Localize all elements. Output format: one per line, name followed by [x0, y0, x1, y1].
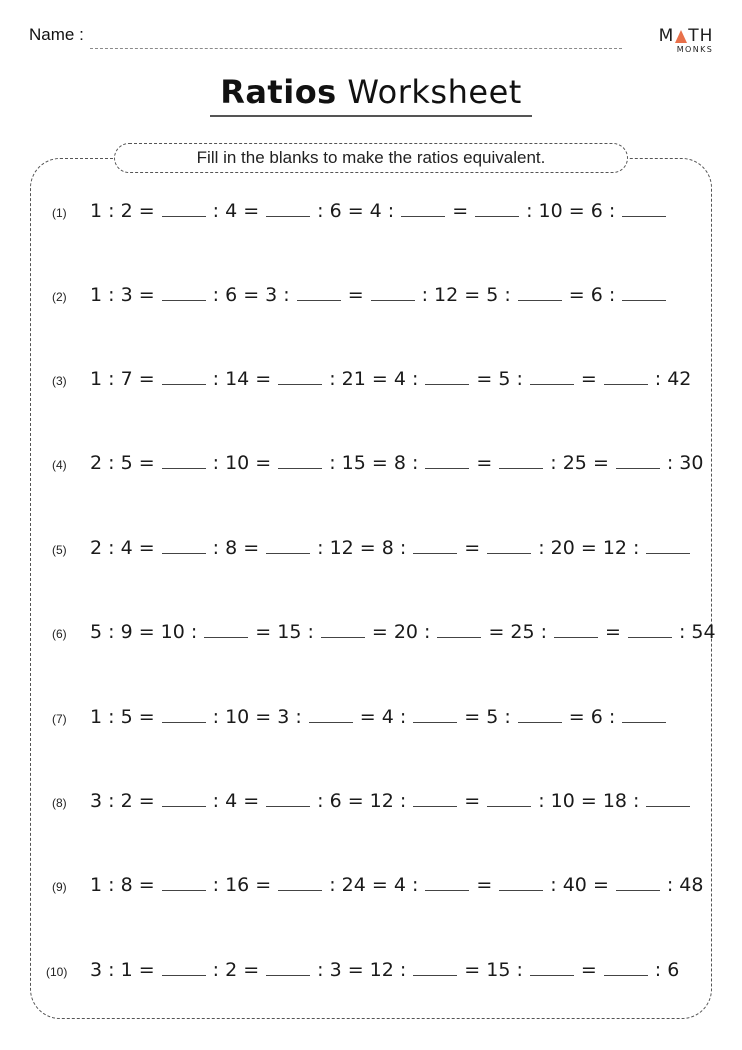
equation-text: : 4 = — [212, 200, 260, 222]
equation-text: : 12 = 5 : — [421, 284, 511, 306]
answer-blank[interactable] — [499, 889, 543, 891]
equation-text: : 54 — [678, 621, 716, 643]
name-field — [29, 25, 84, 45]
equation-text: = — [605, 621, 621, 643]
equation-text: : 6 = 3 : — [212, 284, 290, 306]
answer-blank[interactable] — [162, 805, 206, 807]
ratio-equation — [88, 706, 671, 728]
name-label: Name : — [29, 25, 84, 44]
equation-text: : 20 = 12 : — [538, 537, 640, 559]
equation-text: = 6 : — [568, 706, 616, 728]
answer-blank[interactable] — [530, 383, 574, 385]
ratio-equation — [88, 284, 671, 306]
equation-text: : 10 = — [212, 452, 272, 474]
equation-text: = 5 : — [464, 706, 511, 728]
answer-blank[interactable] — [622, 299, 666, 301]
answer-blank[interactable] — [604, 383, 648, 385]
problem-row — [52, 874, 705, 896]
answer-blank[interactable] — [309, 721, 353, 723]
answer-blank[interactable] — [162, 552, 206, 554]
equation-text: : 10 = 6 : — [526, 200, 616, 222]
equation-text: 3 : 2 = — [90, 790, 155, 812]
equation-text: = — [452, 200, 469, 222]
answer-blank[interactable] — [371, 299, 415, 301]
title-regular: Worksheet — [347, 73, 522, 111]
answer-blank[interactable] — [266, 805, 310, 807]
answer-blank[interactable] — [622, 215, 666, 217]
answer-blank[interactable] — [401, 215, 445, 217]
answer-blank[interactable] — [518, 721, 562, 723]
page-title — [0, 73, 742, 111]
equation-text: = — [580, 959, 597, 981]
answer-blank[interactable] — [278, 889, 322, 891]
answer-blank[interactable] — [475, 215, 519, 217]
equation-text: = — [347, 284, 364, 306]
ratio-equation — [88, 959, 681, 981]
equation-text: : 12 = 8 : — [317, 537, 407, 559]
answer-blank[interactable] — [487, 805, 531, 807]
equation-text: : 10 = 3 : — [212, 706, 302, 728]
problem-number: (4) — [52, 458, 67, 472]
equation-text: : 10 = 18 : — [538, 790, 640, 812]
problem-row — [52, 452, 705, 474]
equation-text: 3 : 1 = — [90, 959, 155, 981]
equation-text: : 42 — [654, 368, 692, 390]
answer-blank[interactable] — [266, 215, 310, 217]
equation-text: 1 : 5 = — [90, 706, 155, 728]
problem-row — [52, 368, 693, 390]
ratio-equation — [88, 200, 671, 222]
problem-number: (7) — [52, 712, 67, 726]
equation-text: : 15 = 8 : — [329, 452, 419, 474]
math-monks-logo — [655, 27, 717, 54]
answer-blank[interactable] — [162, 383, 206, 385]
answer-blank[interactable] — [604, 974, 648, 976]
equation-text: : 48 — [666, 874, 704, 896]
answer-blank[interactable] — [162, 889, 206, 891]
equation-text: : 21 = 4 : — [329, 368, 419, 390]
answer-blank[interactable] — [162, 974, 206, 976]
equation-text: = 6 : — [568, 284, 616, 306]
answer-blank[interactable] — [487, 552, 531, 554]
answer-blank[interactable] — [413, 974, 457, 976]
equation-text: : 24 = 4 : — [329, 874, 419, 896]
answer-blank[interactable] — [499, 467, 543, 469]
answer-blank[interactable] — [554, 636, 598, 638]
problem-row — [52, 537, 695, 559]
answer-blank[interactable] — [278, 383, 322, 385]
problem-row — [52, 200, 671, 222]
equation-text: = — [476, 874, 493, 896]
problem-row — [52, 621, 718, 643]
answer-blank[interactable] — [413, 721, 457, 723]
answer-blank[interactable] — [425, 467, 469, 469]
answer-blank[interactable] — [321, 636, 365, 638]
equation-text: : 30 — [666, 452, 704, 474]
instructions: Fill in the blanks to make the ratios equivalent. — [114, 143, 628, 173]
ratio-equation — [88, 790, 695, 812]
triangle-icon — [675, 30, 687, 43]
answer-blank[interactable] — [616, 889, 660, 891]
answer-blank[interactable] — [162, 721, 206, 723]
answer-blank[interactable] — [425, 383, 469, 385]
ratio-equation — [88, 874, 705, 896]
problem-number: (3) — [52, 374, 67, 388]
equation-text: : 6 — [654, 959, 680, 981]
equation-text: = — [580, 368, 597, 390]
equation-text: = 15 : — [255, 621, 314, 643]
title-underline — [210, 115, 532, 117]
equation-text: = — [464, 790, 481, 812]
answer-blank[interactable] — [297, 299, 341, 301]
equation-text: : 40 = — [550, 874, 609, 896]
equation-text: = 15 : — [464, 959, 523, 981]
equation-text: : 6 = 4 : — [317, 200, 395, 222]
equation-text: : 14 = — [212, 368, 272, 390]
problem-number: (5) — [52, 543, 67, 557]
equation-text: = 20 : — [371, 621, 431, 643]
problem-number: (10) — [46, 965, 68, 979]
equation-text: : 8 = — [212, 537, 260, 559]
equation-text: = 25 : — [488, 621, 548, 643]
answer-blank[interactable] — [628, 636, 672, 638]
equation-text: = 4 : — [359, 706, 407, 728]
problem-row — [52, 284, 671, 306]
logo-monks-text: MONKS — [676, 45, 714, 54]
problem-number: (6) — [52, 627, 67, 641]
answer-blank[interactable] — [204, 636, 248, 638]
problem-number: (8) — [52, 796, 67, 810]
ratio-equation — [88, 368, 693, 390]
answer-blank[interactable] — [162, 299, 206, 301]
answer-blank[interactable] — [162, 467, 206, 469]
equation-text: : 25 = — [550, 452, 609, 474]
answer-blank[interactable] — [616, 467, 660, 469]
equation-text: = — [476, 452, 493, 474]
equation-text: 1 : 8 = — [90, 874, 155, 896]
problem-number: (9) — [52, 880, 67, 894]
answer-blank[interactable] — [530, 974, 574, 976]
equation-text: = — [464, 537, 481, 559]
problem-row — [52, 790, 695, 812]
problem-number: (1) — [52, 206, 67, 220]
equation-text: 1 : 3 = — [90, 284, 155, 306]
answer-blank[interactable] — [518, 299, 562, 301]
equation-text: 2 : 5 = — [90, 452, 155, 474]
answer-blank[interactable] — [437, 636, 481, 638]
equation-text: : 2 = — [212, 959, 260, 981]
answer-blank[interactable] — [646, 805, 690, 807]
equation-text: : 16 = — [212, 874, 272, 896]
title-bold: Ratios — [220, 73, 337, 111]
equation-text: 1 : 2 = — [90, 200, 155, 222]
logo-math-text: M TH — [658, 26, 714, 46]
problem-row — [46, 959, 681, 981]
answer-blank[interactable] — [413, 552, 457, 554]
answer-blank[interactable] — [646, 552, 690, 554]
equation-text: 2 : 4 = — [90, 537, 155, 559]
answer-blank[interactable] — [162, 215, 206, 217]
equation-text: = 5 : — [476, 368, 523, 390]
equation-text: 5 : 9 = 10 : — [90, 621, 198, 643]
ratio-equation — [88, 621, 718, 643]
answer-blank[interactable] — [425, 889, 469, 891]
name-blank-line[interactable] — [90, 48, 622, 49]
equation-text: : 6 = 12 : — [317, 790, 407, 812]
equation-text: 1 : 7 = — [90, 368, 155, 390]
equation-text: : 4 = — [212, 790, 260, 812]
answer-blank[interactable] — [266, 974, 310, 976]
ratio-equation — [88, 452, 705, 474]
equation-text: : 3 = 12 : — [317, 959, 407, 981]
problem-number: (2) — [52, 290, 67, 304]
answer-blank[interactable] — [413, 805, 457, 807]
ratio-equation — [88, 537, 695, 559]
answer-blank[interactable] — [266, 552, 310, 554]
answer-blank[interactable] — [622, 721, 666, 723]
answer-blank[interactable] — [278, 467, 322, 469]
problem-row — [52, 706, 671, 728]
